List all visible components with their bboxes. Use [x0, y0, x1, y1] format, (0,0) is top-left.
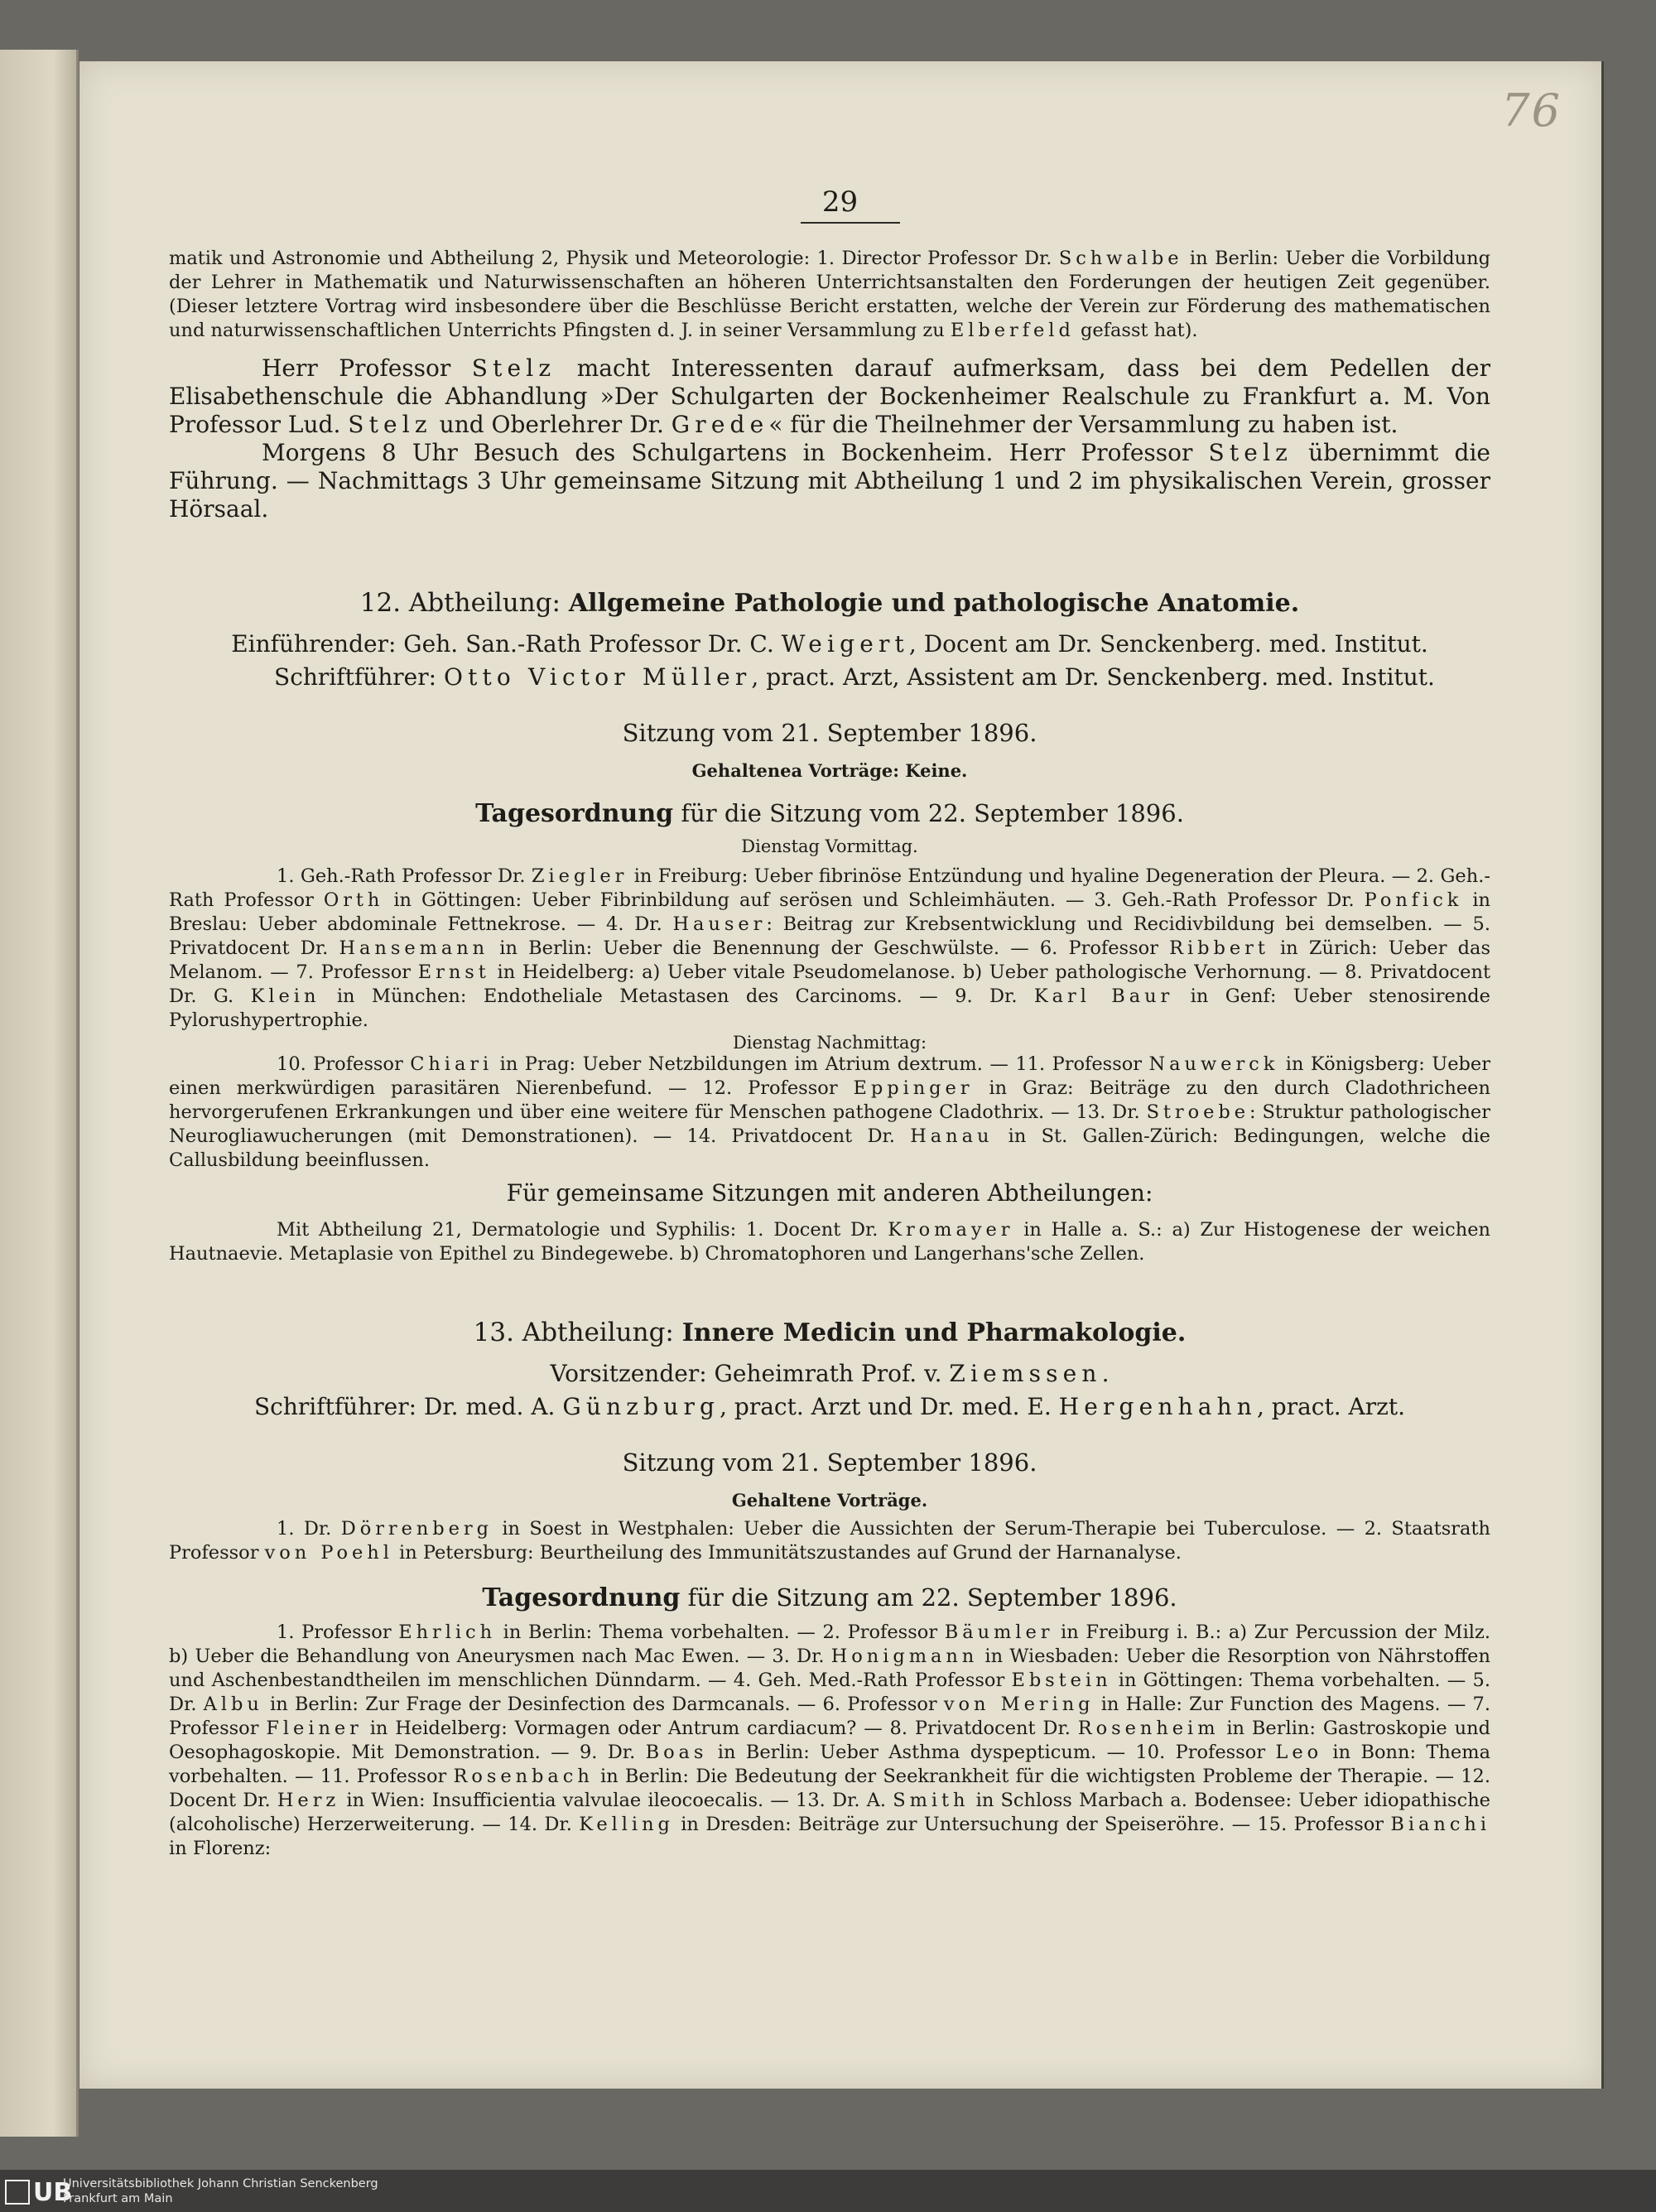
section-12-tagesordnung: Tagesordnung für die Sitzung vom 22. September 1896.: [475, 799, 1184, 828]
section-13-schriftfuehrer: Schriftführer: Dr. med. A. Günzburg, pract. Arzt und Dr. med. E. Hergenhahn, pract. Arzt.: [253, 1393, 1406, 1420]
section-12-schriftfuehrer: Schriftführer: Otto Victor Müller, pract. Arzt, Assistent am Dr. Senckenberg. med. Institut.: [274, 663, 1435, 691]
intro-paragraph-1: matik und Astronomie und Abtheilung 2, Physik und Meteorologie: 1. Director Professor Dr. Schwalbe in Berlin: Ueber die Vorbildung der Lehrer in Mathematik und Naturwissenschaften an höheren Unterrichtsanstalten den Forderungen der heutigen Zeit gegenüber. (Dieser letztere Vortrag wird insbesondere über die Beschlüsse Bericht erstatten, welche der Verein zur Förderung des mathematischen und naturwissenschaftlichen Unterrichts Pfingsten d. J. in seiner Versammlung zu Elberfeld gefasst hat).: [169, 248, 1490, 341]
section-13-tagesordnung: Tagesordnung für die Sitzung am 22. September 1896.: [482, 1583, 1177, 1612]
page-content: [169, 186, 1490, 1861]
section-12-nachmittag-text: 10. Professor Chiari in Prag: Ueber Netzbildungen im Atrium dextrum. — 11. Professor Nauwerck in Königsberg: Ueber einen merkwürdigen parasitären Nierenbefund. — 12. Professor Eppinger in Graz: Beiträge zu den durch Cladothricheen hervorgerufenen Erkrankungen und über eine weitere für Menschen pathogene Cladothrix. — 13. Dr. Stroebe: Struktur pathologischer Neurogliawucherungen (mit Demonstrationen). — 14. Privatdocent Dr. Hanau in St. Gallen-Zürich: Bedingungen, welche die Callusbildung beeinflussen.: [169, 1053, 1490, 1171]
library-footer: [0, 2170, 1656, 2212]
section-12-sitzung: Sitzung vom 21. September 1896.: [622, 719, 1037, 747]
ub-logo: UB: [5, 2178, 72, 2206]
section-12-einfuehrender: Einführender: Geh. San.-Rath Professor Dr. C. Weigert, Docent am Dr. Senckenberg. med. Institut.: [231, 630, 1428, 658]
pencil-page-mark: 76: [1501, 84, 1562, 137]
section-12-vormittag-text: 1. Geh.-Rath Professor Dr. Ziegler in Freiburg: Ueber fibrinöse Entzündung und hyaline Degeneration der Pleura. — 2. Geh.-Rath Professor Orth in Göttingen: Ueber Fibrinbildung auf serösen und Schleimhäuten. — 3. Geh.-Rath Professor Dr. Ponfick in Breslau: Ueber abdominale Fettnekrose. — 4. Dr. Hauser: Beitrag zur Krebsentwicklung und Recidivbildung bei demselben. — 5. Privatdocent Dr. Hansemann in Berlin: Ueber die Benennung der Geschwülste. — 6. Professor Ribbert in Zürich: Ueber das Melanom. — 7. Professor Ernst in Heidelberg: a) Ueber vitale Pseudomelanose. b) Ueber pathologische Verhornung. — 8. Privatdocent Dr. G. Klein in München: Endotheliale Metastasen des Carcinoms. — 9. Dr. Karl Baur in Genf: Ueber stenosirende Pylorushypertrophie.: [169, 865, 1491, 1031]
page-number: 29: [821, 186, 859, 219]
section-13-heading: 13. Abtheilung: Innere Medicin und Pharmakologie.: [473, 1318, 1187, 1347]
ub-logo-icon: [5, 2180, 30, 2205]
section-12-vormittag-label: Dienstag Vormittag.: [741, 836, 918, 856]
section-12-gemeinsam-text: Mit Abtheilung 21, Dermatologie und Syphilis: 1. Docent Dr. Kromayer in Halle a. S.: a) Zur Histogenese der weichen Hautnaevie. Metaplasie von Epithel zu Bindegewebe. b) Chromatophoren und Langerhans'sche Zellen.: [169, 1219, 1490, 1265]
section-13-vortraege-text: 1. Dr. Dörrenberg in Soest in Westphalen: Ueber die Aussichten der Serum-Therapie bei Tuberculose. — 2. Staatsrath Professor von Poehl in Petersburg: Beurtheilung des Immunitätszustandes auf Grund der Harnanalyse.: [169, 1518, 1490, 1564]
document-page: [79, 61, 1604, 2089]
section-13-vorsitzender: Vorsitzender: Geheimrath Prof. v. Ziemssen.: [550, 1360, 1110, 1387]
section-12-gemeinsam-label: Für gemeinsame Sitzungen mit anderen Abtheilungen:: [506, 1179, 1153, 1207]
section-12-heading: 12. Abtheilung: Allgemeine Pathologie und pathologische Anatomie.: [359, 588, 1300, 618]
section-12-vortraege: Gehaltenea Vorträge: Keine.: [691, 760, 968, 781]
intro-paragraph-2: Herr Professor Stelz macht Interessenten darauf aufmerksam, dass bei dem Pedellen der Elisabethenschule die Abhandlung »Der Schulgarten der Bockenheimer Realschule zu Frankfurt a. M. Von Professor Lud. Stelz und Oberlehrer Dr. Grede« für die Theilnehmer der Versammlung zu haben ist.: [169, 354, 1490, 438]
previous-page-edge: [0, 50, 79, 2137]
intro-paragraph-3: Morgens 8 Uhr Besuch des Schulgartens in Bockenheim. Herr Professor Stelz übernimmt die Führung. — Nachmittags 3 Uhr gemeinsame Sitzung mit Abtheilung 1 und 2 im physikalischen Verein, grosser Hörsaal.: [169, 439, 1490, 523]
section-13-tagesordnung-text: 1. Professor Ehrlich in Berlin: Thema vorbehalten. — 2. Professor Bäumler in Freiburg i. B.: a) Zur Percussion der Milz. b) Ueber die Behandlung von Aneurysmen nach Mac Ewen. — 3. Dr. Honigmann in Wiesbaden: Ueber die Resorption von Nährstoffen und Aschenbestandtheilen im menschlichen Dünndarm. — 4. Geh. Med.-Rath Professor Ebstein in Göttingen: Thema vorbehalten. — 5. Dr. Albu in Berlin: Zur Frage der Desinfection des Darmcanals. — 6. Professor von Mering in Halle: Zur Function des Magens. — 7. Professor Fleiner in Heidelberg: Vormagen oder Antrum cardiacum? — 8. Privatdocent Dr. Rosenheim in Berlin: Gastroskopie und Oesophagoskopie. Mit Demonstration. — 9. Dr. Boas in Berlin: Ueber Asthma dyspepticum. — 10. Professor Leo in Bonn: Thema vorbehalten. — 11. Professor Rosenbach in Berlin: Die Bedeutung der Seekrankheit für die wichtigsten Probleme der Therapie. — 12. Docent Dr. Herz in Wien: Insufficientia valvulae ileocoecalis. — 13. Dr. A. Smith in Schloss Marbach a. Bodensee: Ueber idiopathische (alcoholische) Herzerweiterung. — 14. Dr. Kelling in Dresden: Beiträge zur Untersuchung der Speiseröhre. — 15. Professor Bianchi in Florenz:: [169, 1622, 1491, 1859]
section-13-sitzung: Sitzung vom 21. September 1896.: [622, 1448, 1037, 1477]
library-name: Universitätsbibliothek Johann Christian Senckenberg Frankfurt am Main: [63, 2177, 378, 2205]
section-12-nachmittag-label: Dienstag Nachmittag:: [732, 1033, 927, 1053]
page-number-rule: [801, 222, 900, 224]
section-13-vortraege: Gehaltene Vorträge.: [731, 1490, 928, 1511]
